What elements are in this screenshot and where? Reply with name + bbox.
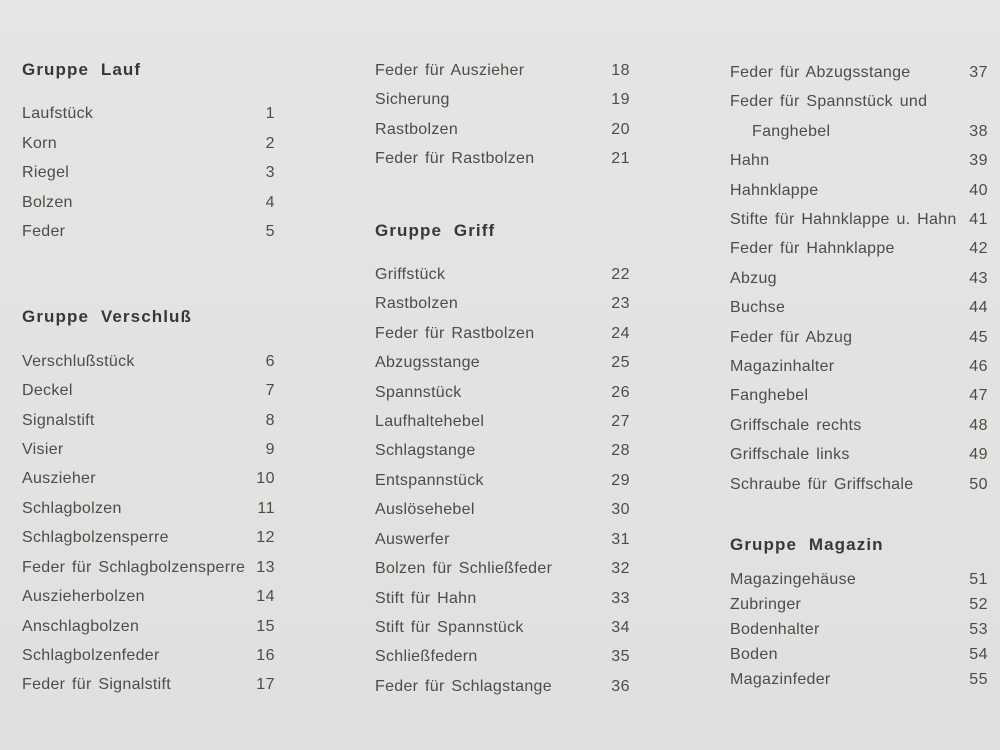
part-name: Anschlagbolzen [22,617,140,635]
part-name: Deckel [22,382,73,400]
part-number: 11 [257,499,275,517]
part-name: Abzug [730,269,777,287]
part-number: 38 [969,122,988,140]
part-name: Verschlußstück [22,352,135,370]
part-name: Rastbolzen [375,120,459,138]
part-number: 23 [611,295,630,313]
parts-row [22,406,275,435]
parts-row [375,672,630,701]
part-name [730,87,988,146]
parts-row [22,494,275,523]
part-name: Bolzen [22,193,73,211]
parts-row [375,56,630,85]
part-name: Entspannstück [375,471,484,489]
parts-row [22,523,275,552]
part-number: 7 [265,382,275,400]
part-number: 45 [969,328,988,346]
parts-row [730,176,988,205]
parts-row [730,411,988,440]
part-number: 14 [256,588,275,606]
part-number: 34 [611,618,630,636]
part-name: Laufstück [22,105,94,123]
part-name-line: Fanghebel [752,122,831,140]
part-name: Feder für Abzug [730,328,853,346]
part-name: Boden [730,645,778,663]
parts-row [22,376,275,405]
part-name: Feder [22,223,66,241]
part-number: 29 [611,471,630,489]
part-number: 55 [969,670,988,688]
part-number: 53 [969,620,988,638]
parts-row [730,592,988,617]
parts-group-items [375,260,630,701]
parts-row [22,435,275,464]
parts-row [22,582,275,611]
part-name: Riegel [22,164,70,182]
part-number: 54 [969,645,988,663]
part-name: Feder für Hahnklappe [730,240,895,258]
part-number: 35 [611,648,630,666]
part-number: 12 [256,529,275,547]
parts-row [730,205,988,234]
parts-row [730,87,988,146]
parts-row [375,378,630,407]
part-number: 36 [611,677,630,695]
part-number: 40 [969,181,988,199]
part-number: 18 [611,62,630,79]
parts-row [22,670,275,699]
part-number: 2 [265,134,275,152]
parts-row [730,617,988,642]
parts-row [22,99,275,128]
part-name: Feder für Abzugsstange [730,64,911,81]
part-name: Stift für Spannstück [375,618,524,636]
parts-row [730,381,988,410]
part-name: Sicherung [375,91,450,109]
part-name: Hahn [730,152,770,170]
part-name: Auszieher [22,470,96,488]
part-name: Spannstück [375,383,462,401]
parts-row [22,347,275,376]
part-name: Schlagbolzen [22,499,122,517]
parts-row [375,85,630,114]
part-number: 51 [969,570,988,588]
group-header: Gruppe Magazin [730,535,884,555]
parts-row [375,584,630,613]
part-number: 26 [611,383,630,401]
part-name: Griffschale links [730,446,850,464]
part-number: 49 [969,446,988,464]
part-number: 24 [611,324,630,342]
part-name: Auslösehebel [375,501,475,519]
parts-row [730,234,988,263]
parts-row [730,323,988,352]
group-header: Gruppe Verschluß [22,307,193,327]
part-number: 17 [256,676,275,694]
group-header: Gruppe Griff [375,220,496,240]
part-number: 46 [969,358,988,376]
part-name: Magazingehäuse [730,570,857,588]
parts-row [375,495,630,524]
part-number: 19 [611,91,630,109]
part-number: 43 [969,269,988,287]
parts-row [22,553,275,582]
part-name: Zubringer [730,595,802,613]
part-name: Feder für Schlagstange [375,677,552,695]
parts-row [730,667,988,692]
part-name: Schließfedern [375,648,478,666]
parts-row [730,58,988,87]
part-name: Signalstift [22,411,95,429]
part-name: Schlagstange [375,442,476,460]
parts-row [22,217,275,246]
parts-row [22,612,275,641]
part-name: Stifte für Hahnklappe u. Hahn [730,211,957,229]
part-number: 32 [611,560,630,578]
parts-row [375,436,630,465]
part-name: Auswerfer [375,530,450,548]
part-name: Feder für Rastbolzen [375,324,535,342]
part-number: 33 [611,589,630,607]
parts-row [22,188,275,217]
parts-row [375,525,630,554]
parts-group-items [22,99,275,246]
parts-row [375,348,630,377]
part-number: 42 [969,240,988,258]
part-name: Schraube für Griffschale [730,475,914,493]
part-number: 6 [265,352,275,370]
part-number: 8 [265,411,275,429]
parts-row [730,567,988,592]
part-number: 10 [256,470,275,488]
part-number: 28 [611,442,630,460]
parts-row [730,642,988,667]
parts-row [730,264,988,293]
part-number: 16 [256,646,275,664]
part-number: 1 [265,105,275,123]
part-name: Griffstück [375,266,446,284]
part-name: Visier [22,441,64,459]
part-number: 50 [969,475,988,493]
part-name: Feder für Rastbolzen [375,150,535,168]
part-number: 48 [969,416,988,434]
part-name: Schlagbolzensperre [22,529,169,547]
parts-group-items [730,567,988,692]
part-number: 47 [969,387,988,405]
parts-row [375,613,630,642]
part-number: 37 [969,64,988,81]
parts-row [375,319,630,348]
part-name: Laufhaltehebel [375,413,485,431]
part-number: 9 [265,441,275,459]
part-number: 41 [969,211,988,229]
part-number: 44 [969,299,988,317]
part-name: Auszieherbolzen [22,588,145,606]
part-name: Griffschale rechts [730,416,862,434]
part-number: 13 [256,558,275,576]
part-number: 21 [611,150,630,168]
parts-row [375,642,630,671]
parts-group-items [375,56,630,174]
parts-row [375,260,630,289]
part-number: 39 [969,152,988,170]
part-number: 25 [611,354,630,372]
part-name: Buchse [730,299,786,317]
part-name: Hahnklappe [730,181,819,199]
part-name: Schlagbolzenfeder [22,646,160,664]
parts-row [730,470,988,499]
parts-row [22,129,275,158]
parts-row [730,146,988,175]
part-number: 30 [611,501,630,519]
parts-group-items [22,347,275,700]
part-name: Rastbolzen [375,295,459,313]
parts-row [375,144,630,173]
parts-row [22,158,275,187]
part-number: 3 [265,164,275,182]
parts-column-right [730,0,988,692]
parts-column-left [22,0,275,700]
part-name: Magazinfeder [730,670,831,688]
parts-row [375,289,630,318]
parts-row [375,115,630,144]
part-number: 52 [969,595,988,613]
parts-row [375,407,630,436]
part-number: 5 [265,223,275,241]
parts-row [375,554,630,583]
part-name: Bodenhalter [730,620,820,638]
part-name: Abzugsstange [375,354,481,372]
part-name-line: Feder für Spannstück und [730,93,928,111]
parts-row [22,464,275,493]
part-number: 31 [611,530,630,548]
parts-group-items [730,58,988,499]
part-name: Magazinhalter [730,358,835,376]
parts-row [375,466,630,495]
part-number: 22 [611,266,630,284]
parts-row [730,293,988,322]
parts-row [730,352,988,381]
group-header: Gruppe Lauf [22,60,142,79]
parts-row [730,440,988,469]
part-name: Korn [22,134,57,152]
part-number: 4 [265,193,275,211]
part-name: Bolzen für Schließfeder [375,560,553,578]
parts-row [22,641,275,670]
part-number: 20 [611,120,630,138]
part-number: 15 [256,617,275,635]
parts-column-middle [375,0,630,701]
part-name: Feder für Schlagbolzensperre [22,558,246,576]
part-name: Fanghebel [730,387,809,405]
part-name: Feder für Auszieher [375,62,525,79]
part-number: 27 [611,413,630,431]
part-name: Feder für Signalstift [22,676,172,694]
part-name: Stift für Hahn [375,589,477,607]
